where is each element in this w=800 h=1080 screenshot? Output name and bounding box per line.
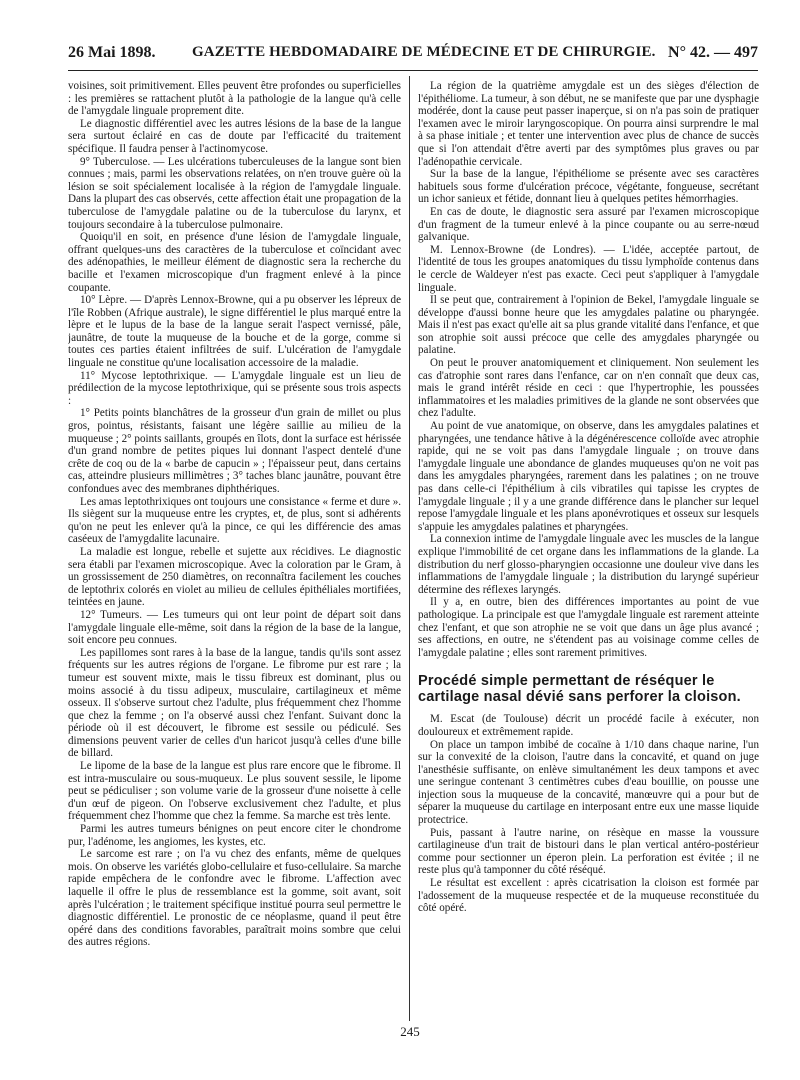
- paragraph: Au point de vue anatomique, on observe, dans les amygdales palatines et pharyngées, une tendance hâtive à la dégénérescence colloïde avec atrophie rapide, qui ne se voit pas dans l'amygdale linguale ; on trouve dans l'amygdale linguale une abondance de glandes muqueuses qu'on ne voit pas dans les amygdales pharyngées, rarement dans les palatines ; on ne trouve pas dans celle-ci l'épithélium à cils vibratiles qui tapisse les cryptes de l'amygdale linguale ; il y a une grande différence dans le plancher sur lequel repose l'amygdale linguale et les plans aponévrotiques et osseux sur lesquels s'appuie les amygdales palatines et pharyngées.: [418, 420, 759, 533]
- right-column-upper-text: [418, 80, 759, 659]
- paragraph: Le résultat est excellent : après cicatrisation la cloison est formée par l'adossement de la muqueuse respectée et de la muqueuse reconstituée du côté opéré.: [418, 877, 759, 915]
- paragraph: Il y a, en outre, bien des différences importantes au point de vue pathologique. La principale est que l'amygdale linguale est rarement atteinte chez l'enfant, et que son atrophie ne se voit que dans un âge plus avancé ; ses affections, en outre, ne s'étendent pas au voisinage comme celles de l'amygdale palatine ; elles sont rarement primitives.: [418, 596, 759, 659]
- journal-title: GAZETTE HEBDOMADAIRE DE MÉDECINE ET DE CHIRURGIE.: [192, 44, 656, 60]
- paragraph: Parmi les autres tumeurs bénignes on peut encore citer le chondrome pur, l'adénome, les angiomes, les kystes, etc.: [68, 823, 401, 848]
- paragraph: La connexion intime de l'amygdale linguale avec les muscles de la langue explique l'immobilité de cet organe dans les inflammations de la glande. La distribution du nerf glosso-pharyngien occasionne une douleur vive dans les inflammations de l'amygdale linguale ; la distribution du laryngé supérieur détermine des réflexes laryngés.: [418, 533, 759, 596]
- paragraph: 11° Mycose leptothrixique. — L'amygdale linguale est un lieu de prédilection de la mycose leptothrixique, qui se présente sous trois aspects :: [68, 369, 401, 407]
- right-column: [418, 80, 759, 1010]
- paragraph: M. Lennox-Browne (de Londres). — L'idée, acceptée partout, de l'identité de tous les groupes anatomiques du tissu lymphoïde contenus dans le cercle de Waldeyer n'est pas exacte. Ceci peut s'appliquer à l'amygdale linguale.: [418, 243, 759, 294]
- right-column-lower-text: [418, 713, 759, 915]
- paragraph: Les papillomes sont rares à la base de la langue, tandis qu'ils sont assez fréquents sur les autres régions de l'organe. Le fibrome pur est rare ; la tumeur est souvent mixte, mais le tissu fibreux est dominant, plus ou moins associé à du tissu adipeux, musculaire, cartilagineux et même osseux. Il s'observe surtout chez l'adulte, plus fréquemment chez l'homme que chez la femme ; on l'a observé aussi chez l'enfant. Suivant donc la période où il est découvert, le fibrome est sessile ou pédiculé. Ses dimensions peuvent varier de celles d'un haricot jusqu'à celles d'une bille de billard.: [68, 646, 401, 760]
- paragraph: Les amas leptothrixiques ont toujours une consistance « ferme et dure ». Ils siègent sur la muqueuse entre les cryptes, et, de plus, sont si adhérents qu'on ne peut les enlever qu'à la pince, ce qui les différencie des amas caséeux de l'amygdalite lacunaire.: [68, 495, 401, 546]
- paragraph: 10° Lèpre. — D'après Lennox-Browne, qui a pu observer les lépreux de l'île Robben (Afrique australe), le signe différentiel le plus marqué entre la lèpre et le lupus de la base de la langue serait l'aspect vernissé, pâle, jaunâtre, de toute la muqueuse de la bouche et de la gorge, comme si toutes ces parties étaient infiltrées de suif. L'ulcération de l'amygdale linguale ne constitue qu'une localisation accessoire de la maladie.: [68, 294, 401, 370]
- paragraph: La maladie est longue, rebelle et sujette aux récidives. Le diagnostic sera établi par l'examen microscopique. Avec la coloration par le Gram, à un grossissement de 250 diamètres, on reconnaîtra facilement les couches de leptothrix colorés en violet au milieu de cellules épithéliales mortifiées, teintées en jaune.: [68, 545, 401, 609]
- header-rule: [68, 70, 758, 71]
- paragraph: 9° Tuberculose. — Les ulcérations tuberculeuses de la langue sont bien connues ; mais, parmi les observations relatées, on n'en trouve guère où la lésion se soit spécialement localisée à la région de l'amygdale linguale. Dans la plupart des cas observés, cette affection était une propagation de la tuberculose de l'amygdale palatine ou de la tuberculose du larynx, et toujours secondaire à la tuberculose pulmonaire.: [68, 155, 401, 231]
- paragraph: En cas de doute, le diagnostic sera assuré par l'examen microscopique d'un fragment de la tumeur enlevé à la pince coupante ou au serre-nœud galvanique.: [418, 205, 759, 244]
- paragraph: voisines, soit primitivement. Elles peuvent être profondes ou superficielles : les premières se rattachent plutôt à la pathologie de la langue qu'à celle de l'amygdale linguale proprement dite.: [68, 80, 401, 118]
- paragraph: Sur la base de la langue, l'épithéliome se présente avec ses caractères habituels sous forme d'ulcération précoce, végétante, fongueuse, secrétant un ichor sanieux et fétide, donnant lieu à quelques petites hémorrhagies.: [418, 168, 759, 206]
- paragraph: Puis, passant à l'autre narine, on résèque en masse la voussure cartilagineuse d'un trait de bistouri dans le plan vertical antéro-postérieur comme pour sectionner un éperon plein. La perforation est évitée ; il ne reste plus qu'à tamponner du côté réséqué.: [418, 826, 759, 877]
- paragraph: Quoiqu'il en soit, en présence d'une lésion de l'amygdale linguale, offrant quelques-uns des caractères de la tuberculose et coïncidant avec des adénopathies, le meilleur élément de diagnostic sera la recherche du bacille et l'examen microscopique d'un fragment enlevé à la pince coupante.: [68, 231, 401, 294]
- paragraph: Il se peut que, contrairement à l'opinion de Bekel, l'amygdale linguale se développe d'aussi bonne heure que les amygdales palatine ou pharyngée. Mais il n'est pas exact qu'elle ait sa plus grande vitalité dans l'enfance, et que son atrophie soit aussi précoce que celle des amygdales pharyngée ou palatine.: [418, 294, 759, 357]
- running-header: [68, 42, 758, 68]
- paragraph: La région de la quatrième amygdale est un des sièges d'élection de l'épithéliome. La tumeur, à son début, ne se manifeste que par une dysphagie modérée, dont la cause peut passer inaperçue, si on n'a pas soin de pratiquer l'examen avec le miroir laryngoscopique. On pourra ainsi surprendre le mal à sa phase initiale ; et tenter une intervention avec plus de chance de succès que si l'on attendait d'être averti par des symptômes plus graves ou par l'adénopathie cervicale.: [418, 80, 759, 168]
- paragraph: Le lipome de la base de la langue est plus rare encore que le fibrome. Il est intra-musculaire ou sous-muqueux. Le plus souvent sessile, le lipome peut se pédiculiser ; son volume varie de la grosseur d'une noisette à celle d'un œuf de pigeon. On l'observe exclusivement chez l'adulte, et plus fréquemment chez l'homme que chez la femme. Sa marche est très lente.: [68, 760, 401, 823]
- paragraph: M. Escat (de Toulouse) décrit un procédé facile à exécuter, non douloureux et extrêmement rapide.: [418, 713, 759, 738]
- section-heading: Procédé simple permettant de réséquer le cartilage nasal dévié sans perforer la cloison.: [418, 673, 741, 706]
- paragraph: On place un tampon imbibé de cocaïne à 1/10 dans chaque narine, l'un sur la convexité de la cloison, l'autre dans la concavité, et quand on juge l'anesthésie suffisante, on enlève simultanément les deux tampons et avec une seringue contenant 3 centimètres cubes d'eau bouillie, on pousse une injection sous la muqueuse de la concavité, manœuvre qui a pour but de séparer la muqueuse du cartilage en interposant entre eux une masse liquide protectrice.: [418, 738, 759, 827]
- paragraph: On peut le prouver anatomiquement et cliniquement. Non seulement les cas d'atrophie sont rares dans l'enfance, car on n'en connaît que deux cas, mais le grand intérêt réside en ceci : que l'hypertrophie, les poussées inflammatoires et les maladies primitives de la glande ne sont observées que chez l'adulte.: [418, 357, 759, 420]
- paragraph: Le sarcome est rare ; on l'a vu chez des enfants, même de quelques mois. On observe les variétés globo-cellulaire et fuso-cellulaire. Sa marche rapide empêchera de le confondre avec le fibrome. L'affection avec laquelle il offre le plus de ressemblance est la gomme, soit avant, soit après l'ulcération ; le traitement spécifique institué pourra seul permettre le diagnostic différentiel. Le pronostic de ce néoplasme, quand il peut être opéré dans des conditions favorables, paraîtrait moins sombre que celui des autres régions.: [68, 848, 401, 949]
- column-divider: [409, 76, 410, 1021]
- issue-page-number: N° 42. — 497: [668, 44, 758, 61]
- left-column: [68, 80, 401, 1010]
- paragraph: 12° Tumeurs. — Les tumeurs qui ont leur point de départ soit dans l'amygdale linguale elle-même, soit dans la région de la base de la langue, soit encore peu connues.: [68, 608, 401, 647]
- issue-date: 26 Mai 1898.: [68, 44, 156, 61]
- folio-number: 245: [400, 1024, 420, 1039]
- paragraph: 1° Petits points blanchâtres de la grosseur d'un grain de millet ou plus gros, pointus, résistants, faisant une légère saillie au milieu de la muqueuse ; 2° points saillants, groupés en îlots, dont la surface est hérissée d'un grand nombre de petites piques lui donnant l'aspect dentelé d'une crête de coq ou de la « barbe de capucin » ; l'épaisseur peut, dans certains cas, atteindre plusieurs millimètres ; 3° taches blanc jaunâtre, pouvant être confondues avec des membranes diphthériques.: [68, 407, 401, 495]
- paragraph: Le diagnostic différentiel avec les autres lésions de la base de la langue sera surtout éclairé en cas de doute par l'efficacité du traitement spécifique. Il faudra penser à l'actinomycose.: [68, 117, 401, 155]
